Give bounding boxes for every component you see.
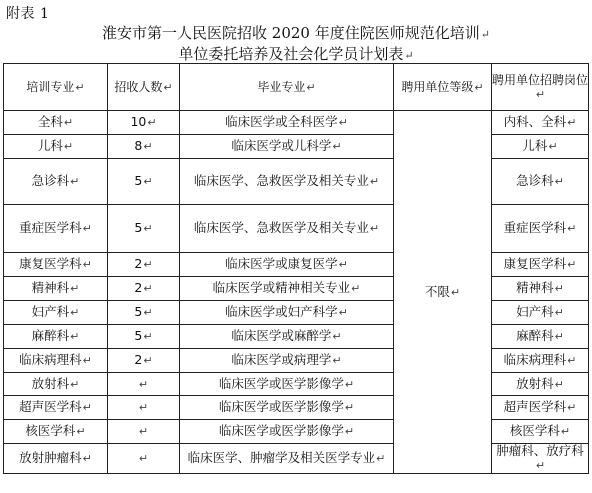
- cell-quota: 2↵: [108, 349, 180, 373]
- cell-specialty: 放射肿瘤科↵: [4, 444, 108, 474]
- table-row: [4, 253, 589, 277]
- cell-specialty: 超声医学科↵: [4, 396, 108, 420]
- cell-major: 临床医学或医学影像学↵: [180, 373, 394, 396]
- header-employer-position: 聘用单位招聘岗位↵: [492, 64, 589, 111]
- cell-major: 临床医学、急救医学及相关专业↵: [180, 159, 394, 205]
- training-plan-table: [3, 63, 589, 474]
- cell-quota: 5↵: [108, 301, 180, 325]
- cell-specialty: 儿科↵: [4, 135, 108, 159]
- cell-position: 急诊科↵: [492, 159, 589, 205]
- table-row: [4, 444, 589, 474]
- cell-position: 麻醉科↵: [492, 325, 589, 349]
- cell-quota: ↵: [108, 420, 180, 444]
- table-row: [4, 373, 589, 396]
- table-row: [4, 111, 589, 135]
- header-employer-level: 聘用单位等级↵: [394, 64, 492, 111]
- cell-position: 核医学科↵: [492, 420, 589, 444]
- table-row: [4, 325, 589, 349]
- annex-label: 附表 1: [6, 6, 50, 22]
- cell-major: 临床医学或儿科学↵: [180, 135, 394, 159]
- cell-position: 儿科↵: [492, 135, 589, 159]
- table-row: [4, 135, 589, 159]
- cell-quota: 5↵: [108, 159, 180, 205]
- table-row: [4, 349, 589, 373]
- cell-specialty: 麻醉科↵: [4, 325, 108, 349]
- cell-specialty: 临床病理科↵: [4, 349, 108, 373]
- cell-specialty: 康复医学科↵: [4, 253, 108, 277]
- cell-major: 临床医学、肿瘤学及相关医学专业↵: [180, 444, 394, 474]
- cell-position: 妇产科↵: [492, 301, 589, 325]
- cell-position: 超声医学科↵: [492, 396, 589, 420]
- cell-specialty: 精神科↵: [4, 277, 108, 301]
- cell-major: 临床医学或麻醉学↵: [180, 325, 394, 349]
- header-specialty: 培训专业↵: [4, 64, 108, 111]
- cell-quota: 5↵: [108, 205, 180, 253]
- cell-major: 临床医学或精神相关专业↵: [180, 277, 394, 301]
- cell-quota: 8↵: [108, 135, 180, 159]
- table-row: [4, 205, 589, 253]
- cell-position: 临床病理科↵: [492, 349, 589, 373]
- cell-position: 内科、全科↵: [492, 111, 589, 135]
- header-quota: 招收人数↵: [108, 64, 180, 111]
- cell-quota: ↵: [108, 396, 180, 420]
- cell-position: 精神科↵: [492, 277, 589, 301]
- cell-specialty: 急诊科↵: [4, 159, 108, 205]
- cell-employer-level: 不限↵: [394, 111, 492, 474]
- cell-specialty: 妇产科↵: [4, 301, 108, 325]
- cell-specialty: 放射科↵: [4, 373, 108, 396]
- table-row: [4, 396, 589, 420]
- cell-major: 临床医学或妇产科学↵: [180, 301, 394, 325]
- document-title-line2: 单位委托培养及社会化学员计划表↵: [178, 45, 414, 63]
- table-row: [4, 420, 589, 444]
- cell-quota: 5↵: [108, 325, 180, 349]
- cell-major: 临床医学或全科医学↵: [180, 111, 394, 135]
- cell-position: 肿瘤科、放疗科↵: [492, 444, 589, 474]
- table-row: [4, 301, 589, 325]
- cell-quota: 2↵: [108, 277, 180, 301]
- cell-position: 放射科↵: [492, 373, 589, 396]
- cell-major: 临床医学或病理学↵: [180, 349, 394, 373]
- cell-major: 临床医学或康复医学↵: [180, 253, 394, 277]
- cell-position: 重症医学科↵: [492, 205, 589, 253]
- cell-major: 临床医学或医学影像学↵: [180, 420, 394, 444]
- table-header-row: [4, 64, 589, 111]
- header-graduate-major: 毕业专业↵: [180, 64, 394, 111]
- cell-specialty: 重症医学科↵: [4, 205, 108, 253]
- cell-quota: ↵: [108, 444, 180, 474]
- cell-position: 康复医学科↵: [492, 253, 589, 277]
- cell-quota: ↵: [108, 373, 180, 396]
- cell-quota: 2↵: [108, 253, 180, 277]
- cell-specialty: 全科↵: [4, 111, 108, 135]
- cell-quota: 10↵: [108, 111, 180, 135]
- cell-major: 临床医学或医学影像学↵: [180, 396, 394, 420]
- table-row: [4, 159, 589, 205]
- table-row: [4, 277, 589, 301]
- document-title-line1: 淮安市第一人民医院招收 2020 年度住院医师规范化培训↵: [102, 24, 490, 42]
- cell-specialty: 核医学科↵: [4, 420, 108, 444]
- cell-major: 临床医学、急救医学及相关专业↵: [180, 205, 394, 253]
